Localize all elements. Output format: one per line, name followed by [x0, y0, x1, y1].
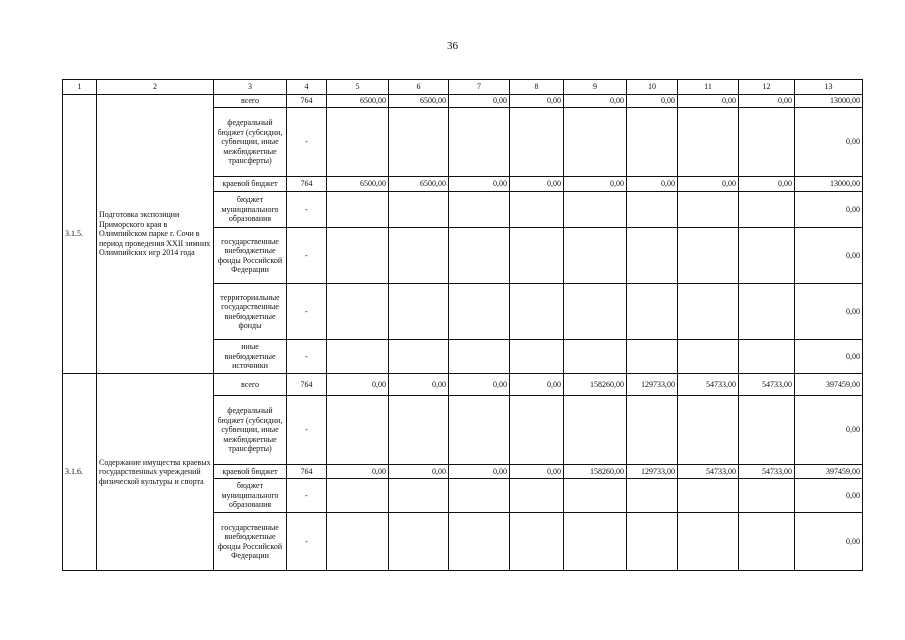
funding-source: федеральный бюджет (субсидии, субвенции, иные межбюджетные трансферты) — [214, 108, 287, 177]
value-cell: 6500,00 — [327, 95, 389, 108]
value-cell — [327, 284, 389, 340]
value-cell: 0,00 — [510, 95, 564, 108]
value-cell — [739, 192, 795, 228]
value-cell — [564, 479, 627, 513]
value-cell — [627, 108, 678, 177]
value-cell: 0,00 — [678, 177, 739, 192]
value-cell — [510, 479, 564, 513]
value-cell: 13000,00 — [795, 95, 863, 108]
table-row — [63, 374, 863, 396]
value-cell — [449, 513, 510, 571]
value-cell: 0,00 — [449, 95, 510, 108]
code-cell: - — [287, 513, 327, 571]
value-cell — [449, 284, 510, 340]
header-cell: 3 — [214, 80, 287, 95]
header-cell: 8 — [510, 80, 564, 95]
code-cell: - — [287, 340, 327, 374]
value-cell — [564, 192, 627, 228]
value-cell — [627, 228, 678, 284]
value-cell: 0,00 — [795, 108, 863, 177]
value-cell: 0,00 — [564, 95, 627, 108]
header-cell: 1 — [63, 80, 97, 95]
funding-source: краевой бюджет — [214, 177, 287, 192]
value-cell: 0,00 — [627, 177, 678, 192]
value-cell — [739, 228, 795, 284]
value-cell — [389, 192, 449, 228]
value-cell: 0,00 — [627, 95, 678, 108]
value-cell — [627, 513, 678, 571]
funding-source: федеральный бюджет (субсидии, субвенции, иные межбюджетные трансферты) — [214, 396, 287, 465]
value-cell: 397459,00 — [795, 374, 863, 396]
funding-source: всего — [214, 374, 287, 396]
value-cell: 54733,00 — [678, 374, 739, 396]
value-cell — [678, 396, 739, 465]
funding-source: краевой бюджет — [214, 465, 287, 479]
item-number: 3.1.5. — [63, 95, 97, 374]
value-cell — [627, 340, 678, 374]
value-cell: 13000,00 — [795, 177, 863, 192]
value-cell: 0,00 — [389, 465, 449, 479]
value-cell — [510, 228, 564, 284]
value-cell: 0,00 — [510, 374, 564, 396]
value-cell: 0,00 — [795, 396, 863, 465]
value-cell — [510, 396, 564, 465]
value-cell — [678, 513, 739, 571]
funding-source: иные внебюджетные источники — [214, 340, 287, 374]
value-cell — [449, 228, 510, 284]
value-cell: 0,00 — [739, 177, 795, 192]
value-cell — [389, 108, 449, 177]
header-cell: 4 — [287, 80, 327, 95]
value-cell — [739, 513, 795, 571]
value-cell: 0,00 — [510, 465, 564, 479]
value-cell: 0,00 — [795, 340, 863, 374]
value-cell — [327, 192, 389, 228]
value-cell — [739, 340, 795, 374]
value-cell — [389, 479, 449, 513]
value-cell — [564, 108, 627, 177]
value-cell: 0,00 — [795, 479, 863, 513]
value-cell — [327, 513, 389, 571]
value-cell — [327, 396, 389, 465]
value-cell — [389, 340, 449, 374]
funding-source: всего — [214, 95, 287, 108]
value-cell — [564, 284, 627, 340]
value-cell: 0,00 — [510, 177, 564, 192]
value-cell — [449, 396, 510, 465]
table-row — [63, 95, 863, 108]
value-cell: 54733,00 — [678, 465, 739, 479]
header-cell: 10 — [627, 80, 678, 95]
code-cell: - — [287, 396, 327, 465]
value-cell — [739, 479, 795, 513]
value-cell: 0,00 — [795, 513, 863, 571]
value-cell — [327, 108, 389, 177]
page-number: 36 — [447, 40, 458, 52]
value-cell — [327, 228, 389, 284]
value-cell — [449, 340, 510, 374]
funding-source: государственные внебюджетные фонды Российской Федерации — [214, 513, 287, 571]
value-cell: 0,00 — [795, 284, 863, 340]
value-cell: 158260,00 — [564, 465, 627, 479]
value-cell: 0,00 — [327, 374, 389, 396]
value-cell — [327, 340, 389, 374]
funding-source: государственные внебюджетные фонды Российской Федерации — [214, 228, 287, 284]
value-cell: 0,00 — [678, 95, 739, 108]
value-cell — [678, 228, 739, 284]
header-row — [63, 80, 863, 95]
value-cell — [678, 192, 739, 228]
value-cell — [627, 192, 678, 228]
value-cell: 54733,00 — [739, 465, 795, 479]
value-cell — [510, 340, 564, 374]
budget-table — [62, 79, 863, 571]
code-cell: - — [287, 108, 327, 177]
code-cell: 764 — [287, 465, 327, 479]
value-cell — [627, 479, 678, 513]
value-cell — [510, 513, 564, 571]
header-cell: 2 — [97, 80, 214, 95]
value-cell: 6500,00 — [327, 177, 389, 192]
value-cell — [678, 108, 739, 177]
value-cell — [678, 479, 739, 513]
value-cell: 129733,00 — [627, 465, 678, 479]
value-cell — [564, 396, 627, 465]
funding-source: бюджет муниципального образования — [214, 479, 287, 513]
code-cell: - — [287, 284, 327, 340]
value-cell — [564, 228, 627, 284]
value-cell — [564, 513, 627, 571]
code-cell: - — [287, 192, 327, 228]
code-cell: 764 — [287, 374, 327, 396]
header-cell: 9 — [564, 80, 627, 95]
value-cell — [389, 513, 449, 571]
value-cell: 0,00 — [449, 374, 510, 396]
code-cell: - — [287, 479, 327, 513]
value-cell — [449, 108, 510, 177]
value-cell — [327, 479, 389, 513]
value-cell: 0,00 — [564, 177, 627, 192]
item-name: Подготовка экспозиции Приморского края в Олимпийском парке г. Сочи в период проведения XXII зимних Олимпийских игр 2014 года — [97, 95, 214, 374]
value-cell — [739, 396, 795, 465]
header-cell: 7 — [449, 80, 510, 95]
value-cell — [564, 340, 627, 374]
funding-source: бюджет муниципального образования — [214, 192, 287, 228]
header-cell: 5 — [327, 80, 389, 95]
value-cell — [510, 284, 564, 340]
value-cell — [678, 284, 739, 340]
value-cell — [739, 108, 795, 177]
value-cell: 158260,00 — [564, 374, 627, 396]
value-cell — [739, 284, 795, 340]
value-cell: 0,00 — [449, 177, 510, 192]
value-cell — [510, 192, 564, 228]
value-cell: 0,00 — [795, 228, 863, 284]
item-number: 3.1.6. — [63, 374, 97, 571]
value-cell: 0,00 — [327, 465, 389, 479]
value-cell — [389, 396, 449, 465]
value-cell — [389, 228, 449, 284]
header-cell: 12 — [739, 80, 795, 95]
value-cell — [627, 284, 678, 340]
value-cell: 397459,00 — [795, 465, 863, 479]
value-cell: 0,00 — [739, 95, 795, 108]
item-name: Содержание имущества краевых государственных учреждений физической культуры и спорта — [97, 374, 214, 571]
value-cell: 0,00 — [449, 465, 510, 479]
value-cell — [510, 108, 564, 177]
value-cell — [449, 192, 510, 228]
header-cell: 13 — [795, 80, 863, 95]
value-cell — [678, 340, 739, 374]
value-cell — [389, 284, 449, 340]
value-cell: 0,00 — [795, 192, 863, 228]
funding-source: территориальные государственные внебюджетные фонды — [214, 284, 287, 340]
value-cell: 54733,00 — [739, 374, 795, 396]
value-cell: 6500,00 — [389, 177, 449, 192]
code-cell: 764 — [287, 177, 327, 192]
header-cell: 11 — [678, 80, 739, 95]
value-cell: 129733,00 — [627, 374, 678, 396]
value-cell — [627, 396, 678, 465]
code-cell: 764 — [287, 95, 327, 108]
value-cell: 6500,00 — [389, 95, 449, 108]
code-cell: - — [287, 228, 327, 284]
header-cell: 6 — [389, 80, 449, 95]
value-cell — [449, 479, 510, 513]
value-cell: 0,00 — [389, 374, 449, 396]
